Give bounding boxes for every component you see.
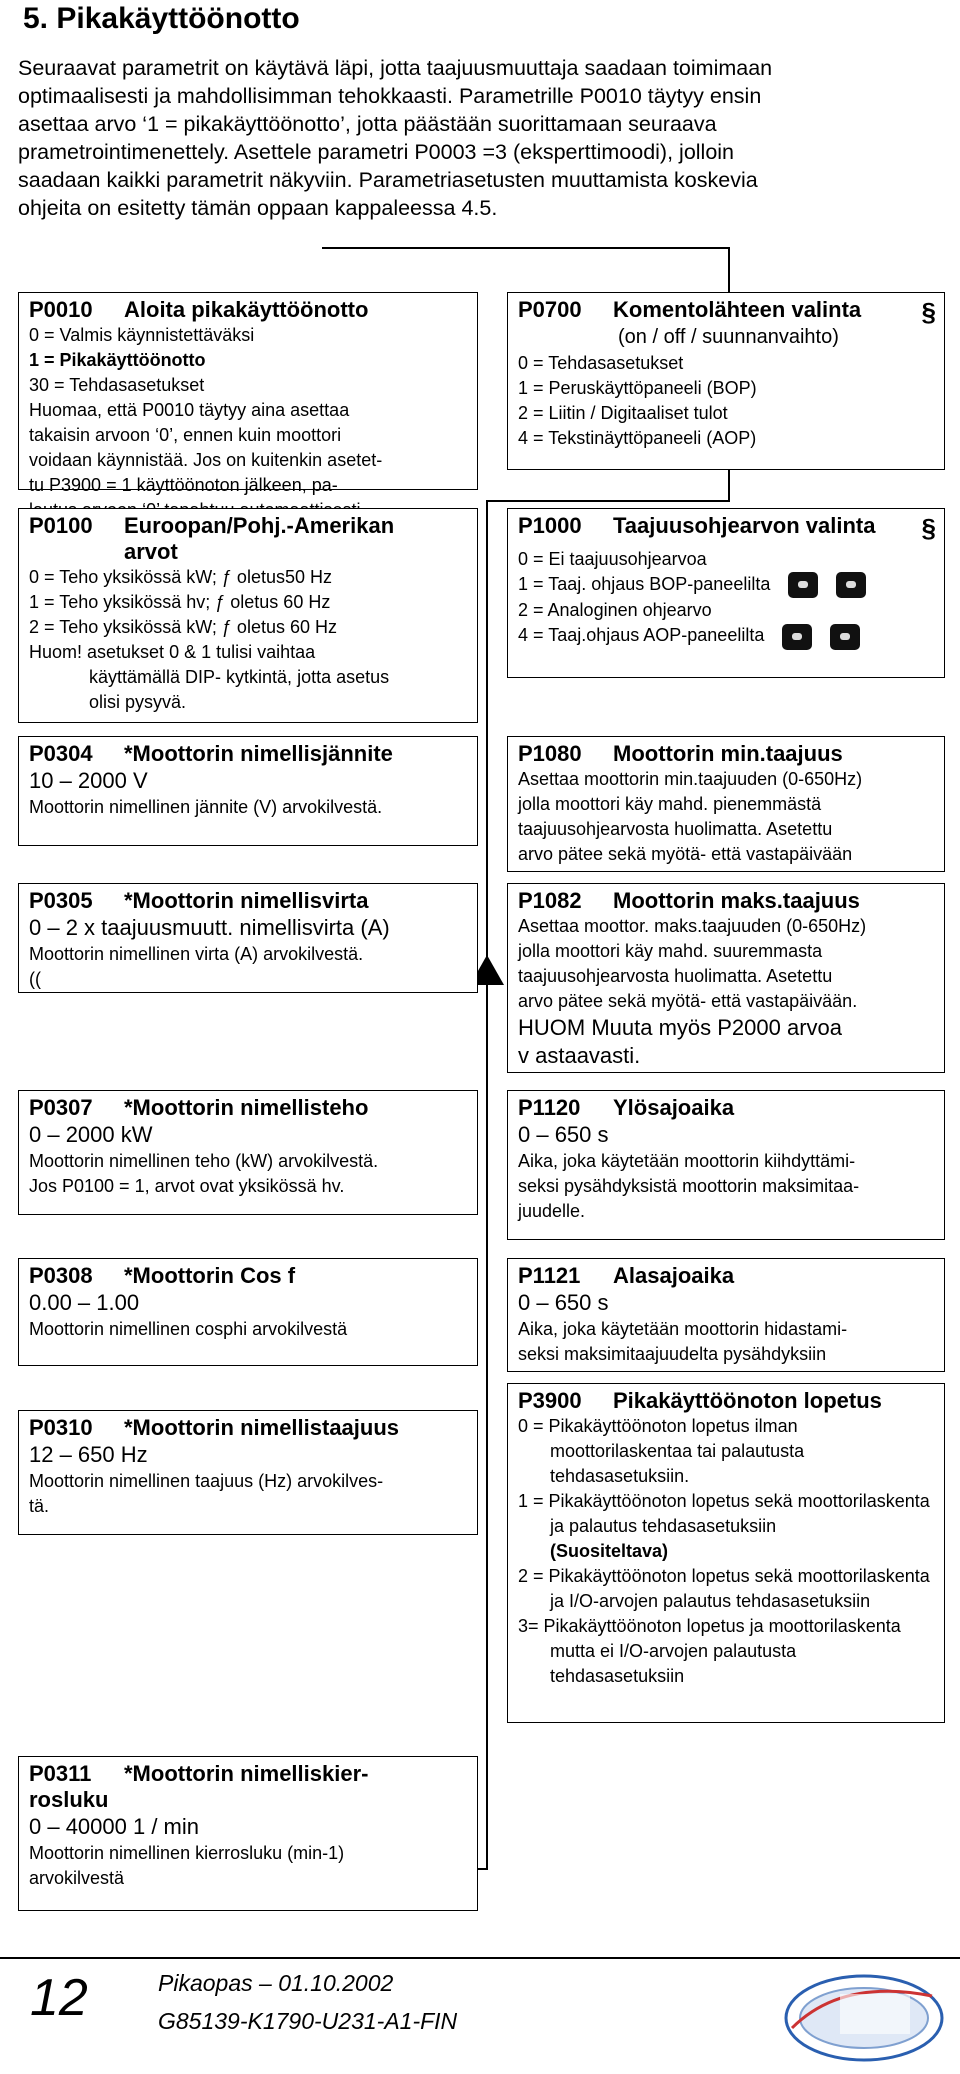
param-note: HUOM Muuta myös P2000 arvoa — [518, 1015, 843, 1040]
keypad-icon — [836, 572, 866, 598]
param-code: P1120 — [518, 1095, 581, 1120]
param-box-p0100 — [18, 508, 478, 723]
param-box-p1080 — [507, 736, 945, 872]
param-range: 0 – 650 s — [518, 1290, 609, 1315]
param-box-p1000 — [507, 508, 945, 678]
flow-line — [486, 500, 488, 1870]
param-line: 2 = Teho yksikössä kW; ƒ oletus 60 Hz — [29, 617, 337, 637]
footer-date: Pikaopas – 01.10.2002 — [158, 1970, 394, 1996]
param-code: P0308 — [29, 1263, 93, 1288]
param-line: (Suositeltava) — [550, 1541, 669, 1561]
intro-line: optimaalisesti ja mahdollisimman tehokkaasti. Parametrille P0010 täytyy ensin — [18, 84, 762, 108]
param-line: 0 = Valmis käynnistettäväksi — [29, 325, 255, 345]
param-box-p0010 — [18, 292, 478, 495]
section-title: 5. Pikakäyttöönotto — [23, 2, 300, 35]
param-title: *Moottorin nimellisjännite — [124, 741, 393, 766]
param-line: käyttämällä DIP- kytkintä, jotta asetus — [89, 667, 390, 687]
section-mark-icon: § — [921, 513, 936, 543]
param-range: 10 – 2000 V — [29, 768, 148, 793]
param-line: voidaan käynnistää. Jos on kuitenkin asetet- — [29, 450, 383, 470]
param-box-p0310 — [18, 1410, 478, 1535]
intro-paragraph — [18, 54, 938, 222]
intro-line: saadaan kaikki parametrit näkyviin. Parametriasetusten muuttamista koskevia — [18, 168, 758, 192]
param-title: *Moottorin nimellisteho — [124, 1095, 369, 1120]
param-range: 12 – 650 Hz — [29, 1442, 148, 1467]
param-line: Asettaa moottor. maks.taajuuden (0-650Hz) — [518, 916, 867, 936]
param-title: *Moottorin nimelliskier- — [124, 1761, 369, 1786]
param-line: 0 = Tehdasasetukset — [518, 353, 684, 373]
param-box-p0304 — [18, 736, 478, 846]
param-line: Jos P0100 = 1, arvot ovat yksikössä hv. — [29, 1176, 345, 1196]
param-box-p3900 — [507, 1383, 945, 1723]
param-line: Aika, joka käytetään moottorin hidastami- — [518, 1319, 848, 1339]
param-code: P1000 — [518, 513, 582, 538]
param-code: P0304 — [29, 741, 93, 766]
intro-line: ohjeita on esitetty tämän oppaan kappaleessa 4.5. — [18, 196, 498, 220]
keypad-icon — [782, 624, 812, 650]
param-code: P0311 — [29, 1761, 92, 1786]
param-line: 3= Pikakäyttöönoton lopetus ja moottorilaskenta mutta ei I/O-arvojen palautusta tehdasasetuksiin — [518, 1616, 901, 1686]
param-line: seksi pysähdyksistä moottorin maksimitaa- — [518, 1176, 860, 1196]
param-title: Komentolähteen valinta — [613, 297, 862, 322]
param-code: P0010 — [29, 297, 93, 322]
param-title: Ylösajoaika — [613, 1095, 735, 1120]
param-line: Aika, joka käytetään moottorin kiihdyttämi- — [518, 1151, 856, 1171]
param-line: Moottorin nimellinen kierrosluku (min-1) — [29, 1843, 345, 1863]
param-title: Moottorin maks.taajuus — [613, 888, 860, 913]
param-line: tu P3900 = 1 käyttöönoton jälkeen, pa- — [29, 475, 338, 495]
param-title: Taajuusohjearvon valinta — [613, 513, 876, 538]
param-line: 1 = Taaj. ohjaus BOP-paneelilta — [518, 574, 771, 594]
intro-line: Seuraavat parametrit on käytävä läpi, jotta taajuusmuuttaja saadaan toimimaan — [18, 56, 773, 80]
param-title: rosluku — [29, 1787, 109, 1812]
footer-doc-code: G85139-K1790-U231-A1-FIN — [158, 2008, 458, 2034]
param-code: P0100 — [29, 513, 93, 538]
param-box-p0311 — [18, 1756, 478, 1911]
param-title: Alasajoaika — [613, 1263, 735, 1288]
param-line: tä. — [29, 1496, 50, 1516]
param-line: arvo pätee sekä myötä- että vastapäivään. — [518, 991, 858, 1011]
keypad-icon — [788, 572, 818, 598]
param-title: arvot — [124, 539, 178, 564]
param-code: P0700 — [518, 297, 582, 322]
param-line: 2 = Analoginen ohjearvo — [518, 600, 712, 621]
param-box-p1121 — [507, 1258, 945, 1372]
param-title: Aloita pikakäyttöönotto — [124, 297, 369, 322]
param-line: (( — [29, 969, 41, 989]
param-title: *Moottorin nimellisvirta — [124, 888, 369, 913]
param-line: Moottorin nimellinen taajuus (Hz) arvokilves- — [29, 1471, 384, 1491]
intro-line: prametrointimenettely. Asettele parametri P0003 =3 (eksperttimoodi), jolloin — [18, 140, 735, 164]
param-code: P1080 — [518, 741, 582, 766]
param-range: 0.00 – 1.00 — [29, 1290, 140, 1315]
param-line: Asettaa moottorin min.taajuuden (0-650Hz) — [518, 769, 863, 789]
param-line: 1 = Peruskäyttöpaneeli (BOP) — [518, 378, 757, 398]
param-line: 1 = Pikakäyttöönoton lopetus sekä moottorilaskenta ja palautus tehdasasetuksiin — [518, 1491, 930, 1536]
param-code: P1121 — [518, 1263, 581, 1288]
param-line: 1 = Teho yksikössä hv; ƒ oletus 60 Hz — [29, 592, 331, 612]
param-line: olisi pysyvä. — [89, 692, 187, 712]
param-line: seksi maksimitaajuudelta pysähdyksiin — [518, 1344, 827, 1364]
param-line: arvokilvestä — [29, 1868, 125, 1888]
param-box-p1120 — [507, 1090, 945, 1240]
param-range: 0 – 2 x taajuusmuutt. nimellisvirta (A) — [29, 915, 390, 940]
connector-line — [322, 247, 730, 249]
param-line: 2 = Pikakäyttöönoton lopetus sekä moottorilaskenta ja I/O-arvojen palautus tehdasasetuksiin — [518, 1566, 930, 1611]
param-line: jolla moottori käy mahd. pienemmästä — [518, 794, 822, 814]
param-box-p1082 — [507, 883, 945, 1073]
param-line: 2 = Liitin / Digitaaliset tulot — [518, 403, 728, 423]
connector-line — [486, 500, 730, 502]
param-title: Euroopan/Pohj.-Amerikan — [124, 513, 395, 538]
param-line: takaisin arvoon ‘0’, ennen kuin moottori — [29, 425, 342, 445]
param-line: 0 = Ei taajuusohjearvoa — [518, 549, 707, 569]
param-code: P3900 — [518, 1388, 582, 1413]
param-note: v astaavasti. — [518, 1043, 641, 1068]
param-line: Moottorin nimellinen cosphi arvokilvestä — [29, 1319, 348, 1339]
section-mark-icon: § — [921, 297, 936, 327]
param-line: taajuusohjearvosta huolimatta. Asetettu — [518, 966, 833, 986]
param-title: *Moottorin nimellistaajuus — [124, 1415, 400, 1440]
param-line: Moottorin nimellinen virta (A) arvokilvestä. — [29, 944, 364, 964]
param-line: arvo pätee sekä myötä- että vastapäivään — [518, 844, 853, 864]
param-line: taajuusohjearvosta huolimatta. Asetettu — [518, 819, 833, 839]
param-line: 4 = Taaj.ohjaus AOP-paneelilta — [518, 625, 765, 646]
siemens-logo — [782, 1958, 947, 2068]
param-code: P0307 — [29, 1095, 93, 1120]
param-code: P1082 — [518, 888, 582, 913]
param-line: 0 = Teho yksikössä kW; ƒ oletus50 Hz — [29, 567, 332, 587]
param-range: 0 – 2000 kW — [29, 1122, 153, 1147]
page-number: 12 — [30, 1969, 88, 2027]
param-range: 0 – 40000 1 / min — [29, 1814, 200, 1839]
param-box-p0307 — [18, 1090, 478, 1215]
param-box-p0700 — [507, 292, 945, 470]
connector-line — [728, 247, 730, 292]
param-title: (on / off / suunnanvaihto) — [618, 326, 839, 348]
param-line: Huomaa, että P0010 täytyy aina asettaa — [29, 400, 350, 420]
param-title: Moottorin min.taajuus — [613, 741, 843, 766]
connector-line — [728, 470, 730, 502]
param-line: 1 = Pikakäyttöönotto — [29, 350, 206, 370]
param-line: 0 = Pikakäyttöönoton lopetus ilman moottorilaskentaa tai palautusta tehdasasetuksiin. — [518, 1416, 805, 1486]
keypad-icon — [830, 624, 860, 650]
param-line: juudelle. — [518, 1201, 586, 1221]
param-line: 30 = Tehdasasetukset — [29, 375, 205, 395]
param-box-p0308 — [18, 1258, 478, 1366]
param-title: Pikakäyttöönoton lopetus — [613, 1388, 882, 1413]
param-line: Moottorin nimellinen teho (kW) arvokilvestä. — [29, 1151, 379, 1171]
param-code: P0305 — [29, 888, 93, 913]
param-title: *Moottorin Cos f — [124, 1263, 296, 1288]
param-line: jolla moottori käy mahd. suuremmasta — [518, 941, 823, 961]
param-code: P0310 — [29, 1415, 93, 1440]
param-line: Huom! asetukset 0 & 1 tulisi vaihtaa — [29, 642, 316, 662]
param-range: 0 – 650 s — [518, 1122, 609, 1147]
intro-line: asettaa arvo ‘1 = pikakäyttöönotto’, jotta päästään suorittamaan seuraava — [18, 112, 717, 136]
param-line: 4 = Tekstinäyttöpaneeli (AOP) — [518, 428, 757, 448]
param-line: Moottorin nimellinen jännite (V) arvokilvestä. — [29, 797, 383, 817]
param-box-p0305 — [18, 883, 478, 993]
